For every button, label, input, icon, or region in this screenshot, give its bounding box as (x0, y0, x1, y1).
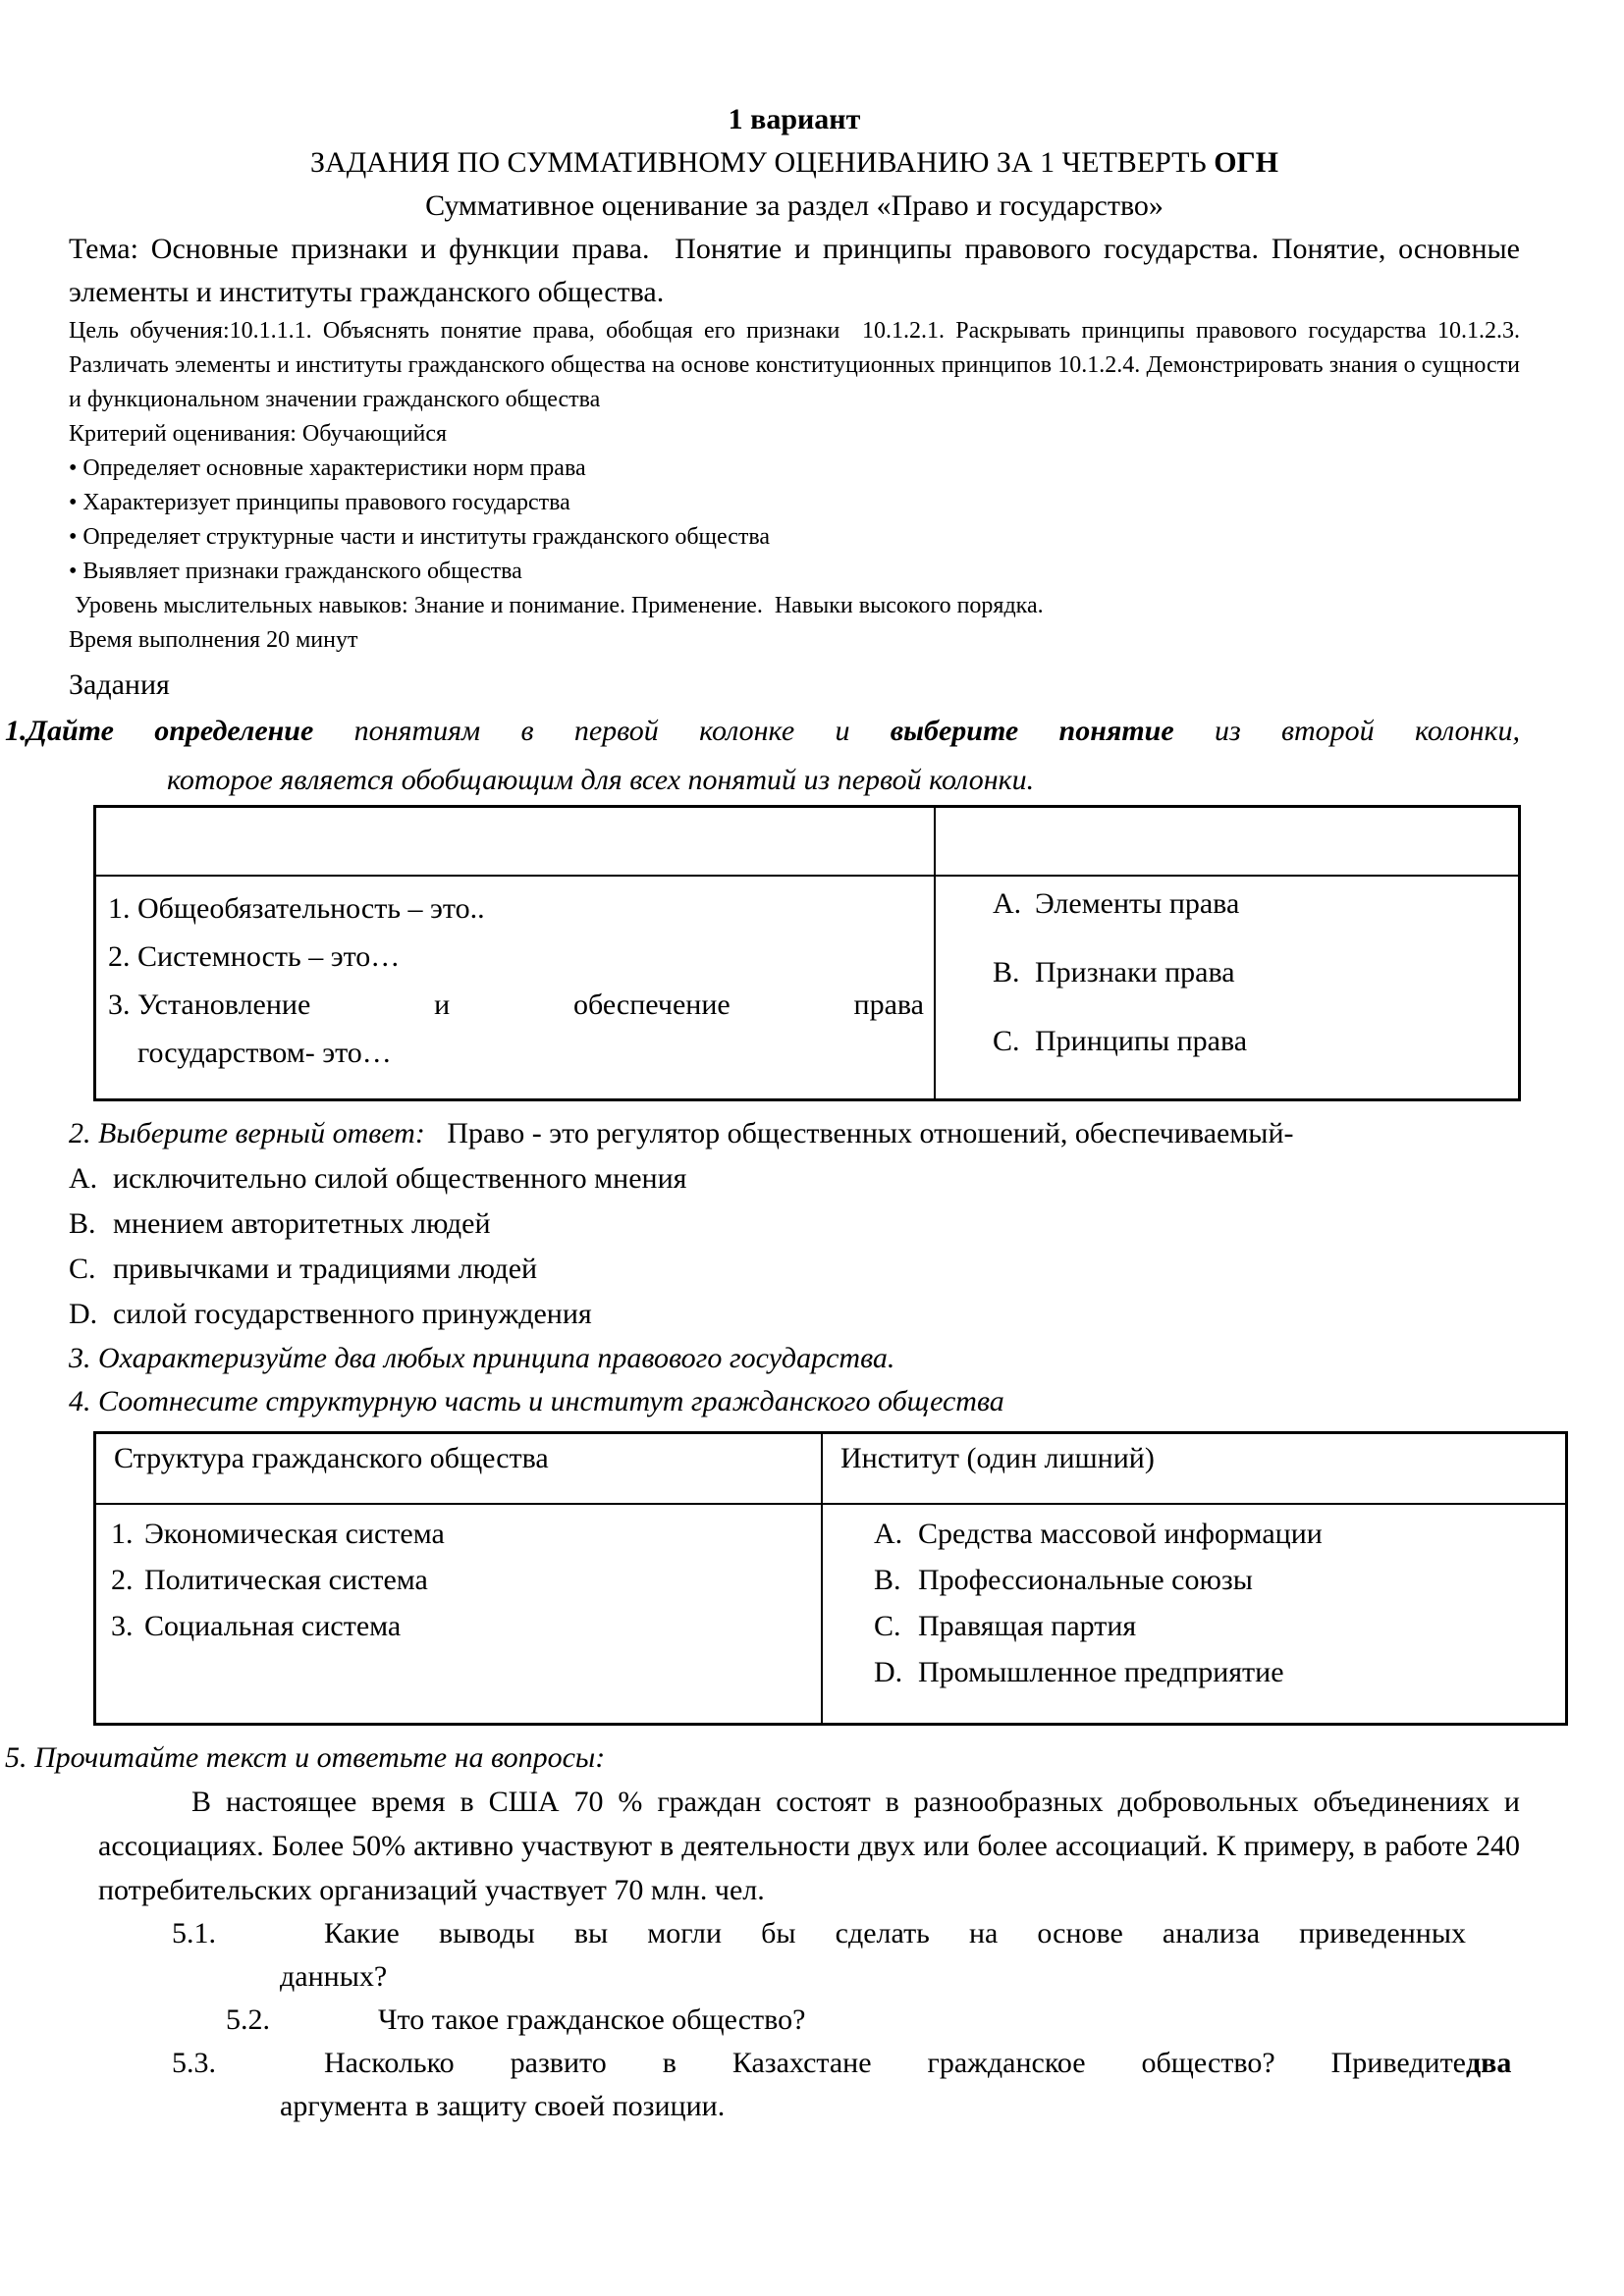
option-text: Средства массовой информации (918, 1518, 1323, 1550)
subquestion-number: 5.3. (172, 2047, 216, 2079)
concepts-table (93, 805, 1521, 1101)
task5-passage: В настоящее время в США 70 % граждан состоят в разнообразных добровольных объединениях и ассоциациях. Более 50% активно участвуют в деятельности двух или более ассоциаций. К примеру, в работе 240 потребительских организаций участвует 70 млн. чел. (98, 1786, 1520, 1906)
structure-item-text: Экономическая система (144, 1518, 445, 1550)
concept-item-text: Установление и обеспечение права (137, 988, 924, 1021)
structure-header-left: Структура гражданского общества (95, 1433, 823, 1505)
section-subtitle: Суммативное оценивание за раздел «Право и государство» (425, 189, 1164, 222)
criteria-item: • Выявляет признаки гражданского общества (69, 559, 522, 584)
institute-list-cell (822, 1504, 1567, 1725)
criteria-item: • Определяет структурные части и институты гражданского общества (69, 524, 771, 550)
option-text: привычками и традициями людей (113, 1253, 538, 1285)
concept-answer-option (993, 949, 1508, 996)
concept-item-text: Общеобязательность – это.. (137, 892, 485, 925)
criteria-item: • Определяет основные характеристики норм права (69, 455, 586, 481)
structure-header-right: Институт (один лишний) (822, 1433, 1567, 1505)
task5-subquestion-3 (172, 2042, 1520, 2128)
institute-option (874, 1603, 1557, 1649)
subquestion-number: 5.2. (226, 2003, 270, 2036)
duration-line: Время выполнения 20 минут (69, 627, 358, 653)
variant-title: 1 вариант (728, 103, 861, 135)
concepts-table-header-row (95, 807, 1520, 877)
subquestion-text: аргумента в защиту своей позиции. (280, 2090, 726, 2122)
concepts-list-cell (95, 876, 936, 1100)
concept-item-text: Системность – это… (137, 940, 401, 973)
concepts-header-cell-right (935, 807, 1520, 877)
task1-number: 1. (5, 715, 27, 747)
main-title-text: ЗАДАНИЯ ПО СУММАТИВНОМУ ОЦЕНИВАНИЮ ЗА 1 ЧЕТВЕРТЬ (310, 146, 1215, 179)
subquestion-text: данных? (280, 1960, 388, 1993)
task1-bold-run: Дайте определение (27, 715, 314, 747)
structure-item-number: 3. (111, 1610, 134, 1642)
task2-statement (69, 1111, 1520, 1156)
task5-statement: 5. Прочитайте текст и ответьте на вопросы: (5, 1741, 606, 1774)
structure-item (111, 1511, 813, 1557)
subquestion-bold-word: два (1466, 2047, 1512, 2079)
task1-line1 (5, 707, 1520, 756)
structure-table (93, 1431, 1568, 1726)
institute-option (874, 1511, 1557, 1557)
concept-item (108, 884, 924, 933)
concepts-table-body-row (95, 876, 1520, 1100)
task2-options (69, 1156, 1520, 1337)
task1-text-run: понятиям в первой колонке и (313, 715, 891, 747)
option-label: D. (874, 1656, 903, 1688)
option-label: B. (69, 1207, 96, 1240)
theme-paragraph: Тема: Основные признаки и функции права. Понятие и принципы правового государства. Понятие, основные элементы и институты гражданского общества. (69, 233, 1520, 308)
option-label: C. (69, 1253, 96, 1285)
option-label: B. (874, 1564, 901, 1596)
option-text: исключительно силой общественного мнения (113, 1162, 687, 1195)
skills-level-line: Уровень мыслительных навыков: Знание и понимание. Применение. Навыки высокого порядка. (69, 593, 1044, 618)
concept-item-number: 2. (108, 940, 131, 973)
option-text: Признаки права (1035, 956, 1235, 988)
task2-option (69, 1292, 1520, 1337)
task5-subquestion-1 (172, 1912, 1520, 1999)
task2-question: Право - это регулятор общественных отношений, обеспечиваемый- (424, 1117, 1294, 1149)
concept-item (108, 981, 924, 1077)
structure-item-text: Социальная система (144, 1610, 402, 1642)
institute-option (874, 1557, 1557, 1603)
objectives-paragraph: Цель обучения:10.1.1.1. Объяснять понятие права, обобщая его признаки 10.1.2.1. Раскрывать принципы правового государства 10.1.2.3. Различать элементы и институты гражданского общества на основе конституционных принципов 10.1.2.4. Демонстрировать знания о сущности и функциональном значении гражданского общества (69, 318, 1520, 412)
task1-statement (5, 707, 1520, 805)
task3-statement: 3. Охарактеризуйте два любых принципа правового государства. (69, 1342, 895, 1374)
option-label: C. (993, 1025, 1020, 1057)
task2-instruction: 2. Выберите верный ответ: (69, 1117, 425, 1149)
main-title-emphasis: ОГН (1214, 146, 1278, 179)
task2-option (69, 1156, 1520, 1201)
subquestion-text: Какие выводы вы могли бы сделать на основе анализа приведенных (324, 1917, 1466, 1949)
concept-answer-option (993, 881, 1508, 928)
concepts-answers-cell (935, 876, 1520, 1100)
subquestion-number: 5.1. (172, 1917, 216, 1949)
main-title (69, 141, 1520, 185)
option-label: A. (874, 1518, 903, 1550)
option-text: мнением авторитетных людей (113, 1207, 491, 1240)
structure-table-header-row (95, 1433, 1567, 1505)
option-label: A. (69, 1162, 98, 1195)
concept-item-number: 1. (108, 892, 131, 925)
structure-item-text: Политическая система (144, 1564, 428, 1596)
option-text: Профессиональные союзы (918, 1564, 1253, 1596)
criteria-heading: Критерий оценивания: Обучающийся (69, 421, 448, 447)
concepts-header-cell-left (95, 807, 936, 877)
structure-item (111, 1603, 813, 1649)
task2-option (69, 1201, 1520, 1247)
criteria-item: • Характеризует принципы правового государства (69, 490, 570, 515)
concept-item (108, 933, 924, 981)
concept-item-number: 3. (108, 988, 131, 1021)
structure-item-number: 2. (111, 1564, 134, 1596)
task5-subquestion-2 (226, 1999, 1520, 2042)
option-text: Правящая партия (918, 1610, 1137, 1642)
concept-answer-option (993, 1018, 1508, 1065)
structure-item (111, 1557, 813, 1603)
structure-list-cell (95, 1504, 823, 1725)
option-text: силой государственного принуждения (113, 1298, 592, 1330)
tasks-heading: Задания (69, 668, 170, 701)
option-label: C. (874, 1610, 901, 1642)
option-label: D. (69, 1298, 98, 1330)
structure-table-body-row (95, 1504, 1567, 1725)
task1-text-run: из второй колонки, (1173, 715, 1520, 747)
task4-statement: 4. Соотнесите структурную часть и институт гражданского общества (69, 1385, 1004, 1417)
concept-item-text: государством- это… (137, 1037, 392, 1069)
subquestion-text: Что такое гражданское общество? (378, 2003, 806, 2036)
task1-bold-run: выберите понятие (890, 715, 1174, 747)
option-label: A. (993, 887, 1022, 920)
task1-line2: которое является обобщающим для всех понятий из первой колонки. (167, 764, 1035, 796)
subquestion-line1 (172, 1912, 1466, 1955)
subquestion-text: Насколько развито в Казахстане гражданское общество? Приведите (324, 2047, 1466, 2079)
option-text: Элементы права (1035, 887, 1240, 920)
option-text: Промышленное предприятие (918, 1656, 1284, 1688)
task2-option (69, 1247, 1520, 1292)
option-label: B. (993, 956, 1020, 988)
option-text: Принципы права (1035, 1025, 1248, 1057)
structure-item-number: 1. (111, 1518, 134, 1550)
subquestion-line1 (172, 2042, 1466, 2085)
institute-option (874, 1649, 1557, 1695)
